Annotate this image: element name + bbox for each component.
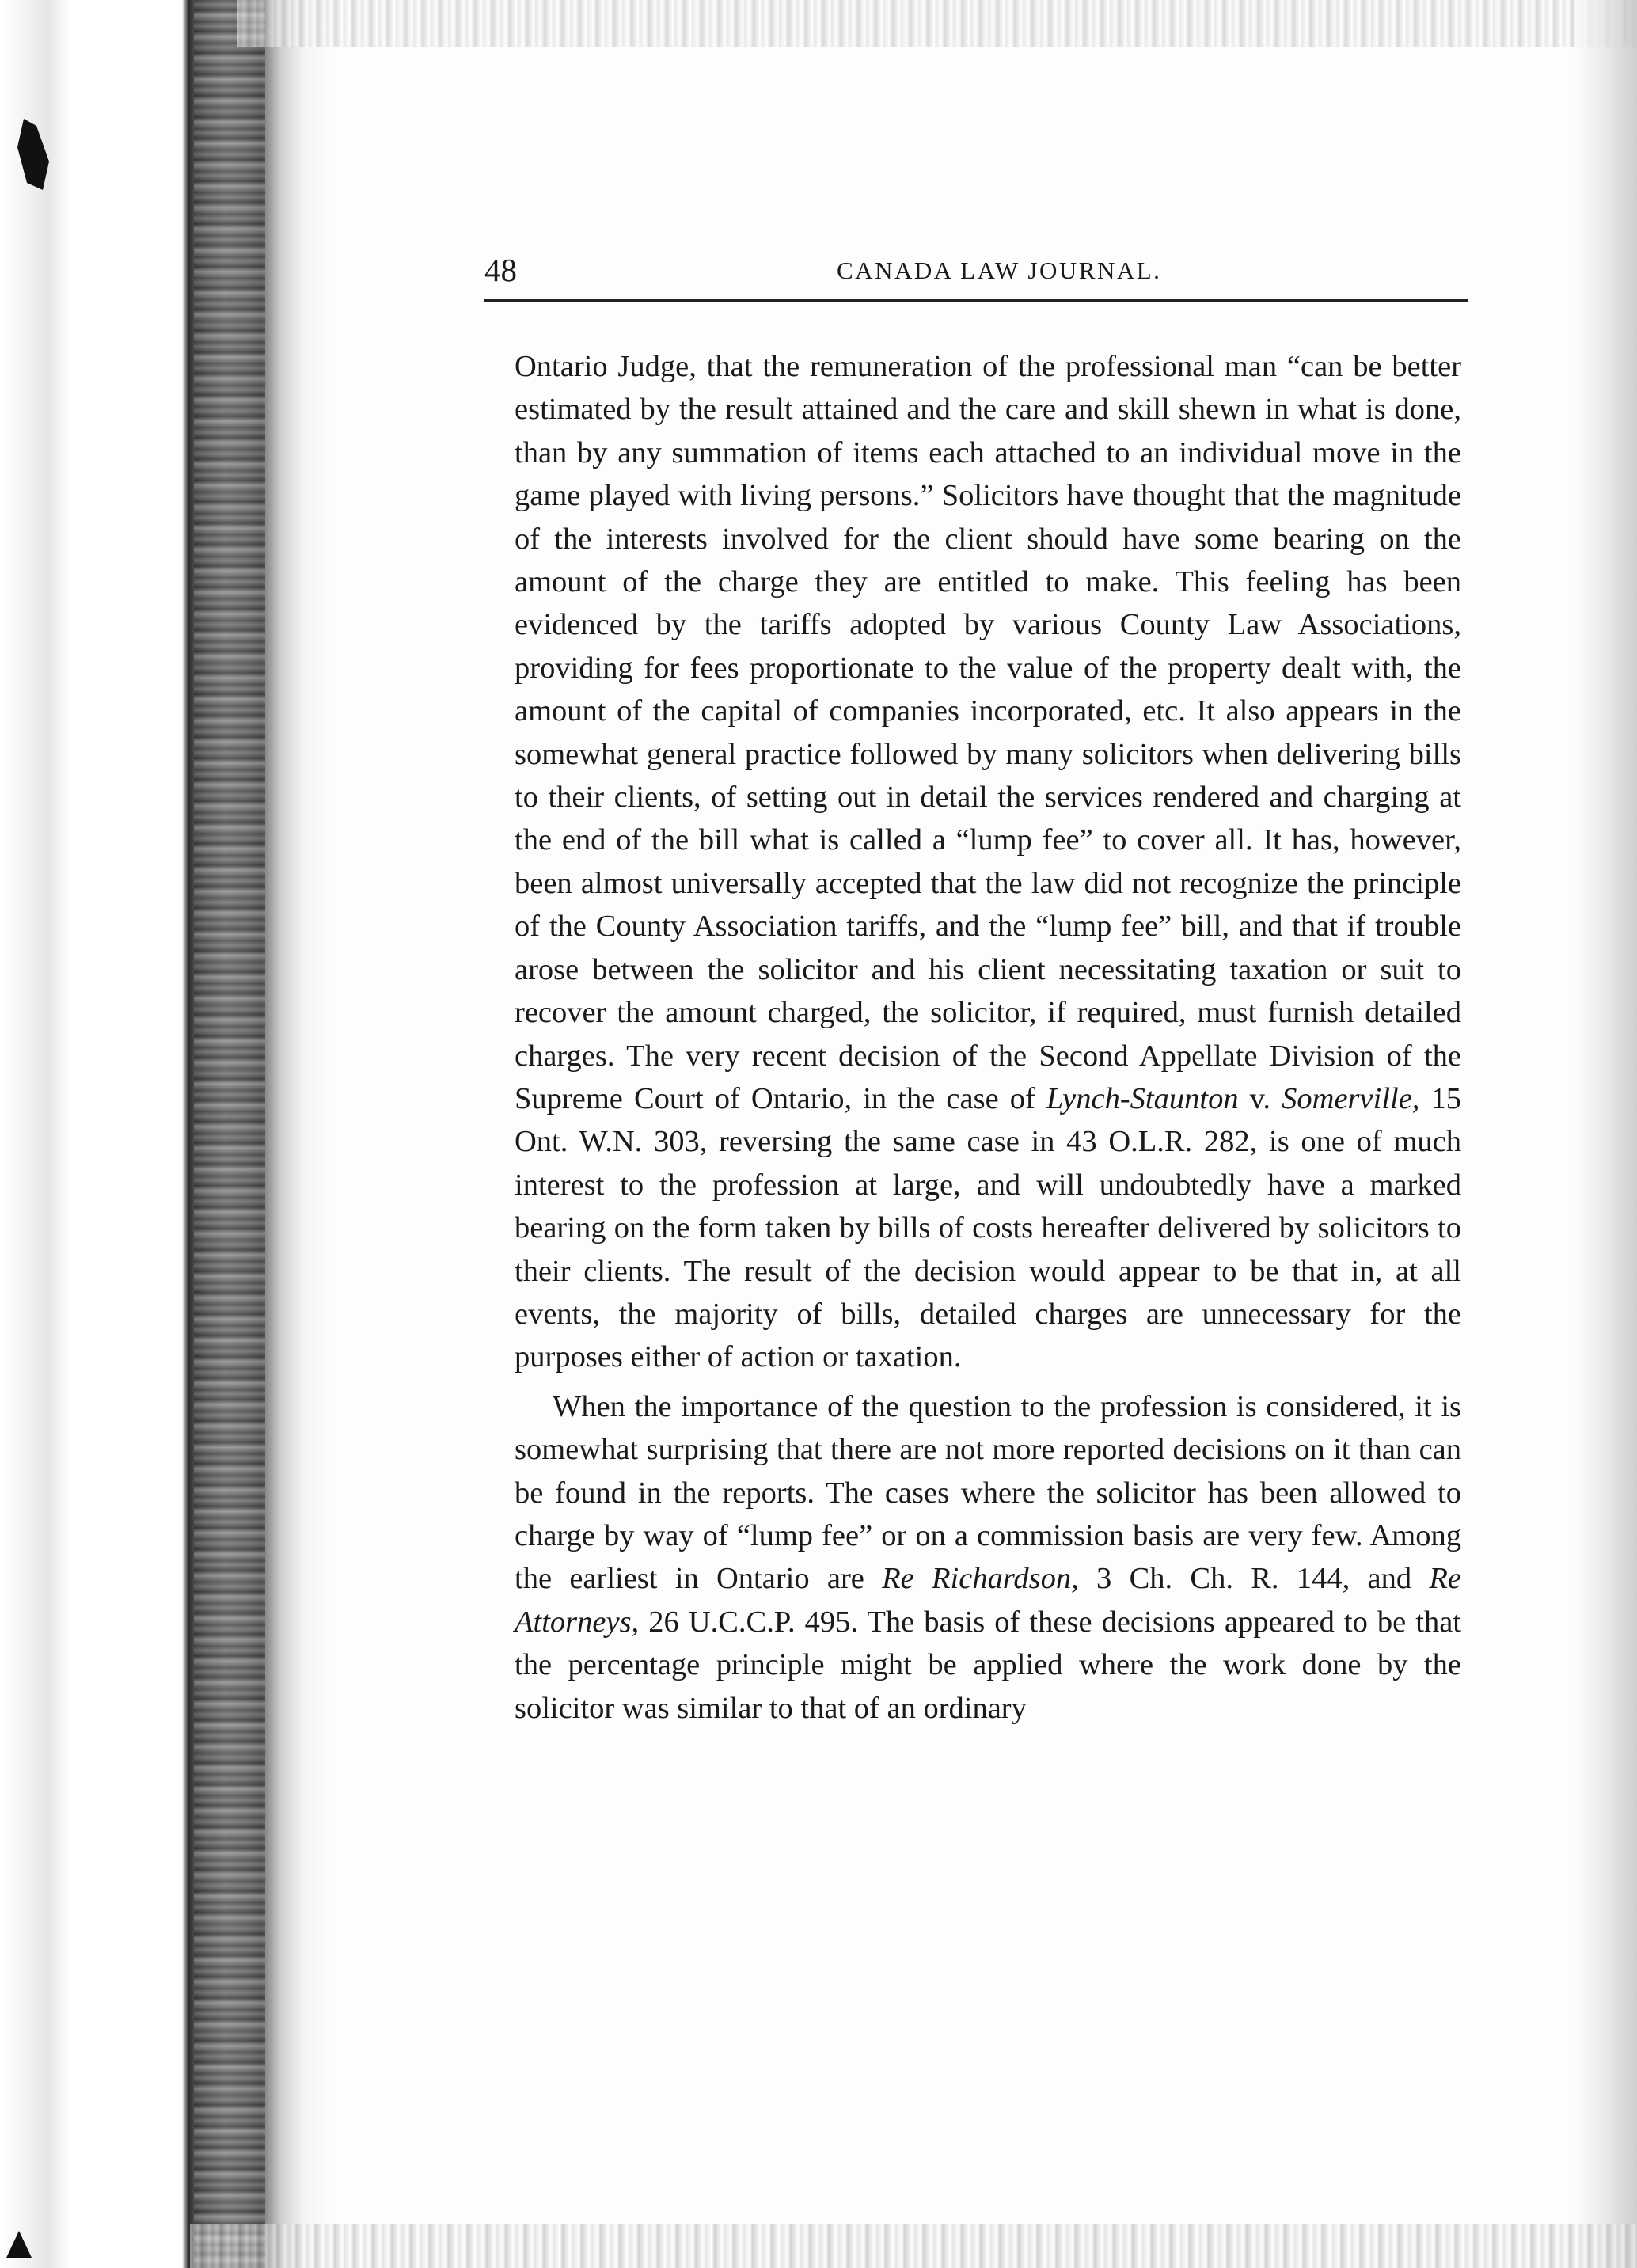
paragraph-2-text-a: When the importance of the question to the profession is considered, it is somewhat surprising that there are not more reported decisions on it than can be found in the reports. The cases where the solicitor has been allowed to charge by way of “lump fee” or on a commission basis are very few. Among the earliest in Ontario are [515, 1389, 1461, 1596]
paragraph-2-text-b: 3 Ch. Ch. R. 144, and [1078, 1562, 1430, 1596]
case-name-re-attorneys: Re Attorneys, [515, 1562, 1461, 1639]
case-name-re-richardson: Re Richardson, [882, 1562, 1079, 1596]
binding-shadow [194, 0, 265, 2268]
paragraph-2 [515, 1385, 1461, 1730]
bottom-scan-noise [190, 2224, 1637, 2268]
right-scan-edge [1574, 0, 1637, 2268]
journal-title: CANADA LAW JOURNAL. [837, 256, 1162, 284]
header-rule [484, 299, 1468, 302]
paragraph-2-text-c: 26 U.C.C.P. 495. The basis of these decisions appeared to be that the percentage principle might be applied where the work done by the solicitor was similar to that of an ordinary [515, 1605, 1461, 1725]
paragraph-1-text-a: Ontario Judge, that the remuneration of the professional man “can be better estimated by the result attained and the care and skill shewn in what is done, than by any summation of items each attached to an individual move in the game played with living persons.” Solicitors have thought that the magnitude of the interests involved for the client should have some bearing on the amount of the charge they are entitled to make. This feeling has been evidenced by the tariffs adopted by various County Law Associations, providing for fees proportionate to the value of the property dealt with, the amount of the capital of companies incorporated, etc. It also appears in the somewhat general practice followed by many solicitors when delivering bills to their clients, of setting out in detail the services rendered and charging at the end of the bill what is called a “lump fee” to cover all. It has, however, been almost universally accepted that the law did not recognize the principle of the County Association tariffs, and the “lump fee” bill, and that if trouble arose between the solicitor and his client necessitating taxation or suit to recover the amount charged, the solicitor, if required, must furnish detailed charges. The very recent decision of the Second Appellate Division of the Supreme Court of Ontario, in the case of [515, 350, 1461, 1115]
case-name-somerville: Somerville, [1282, 1081, 1420, 1115]
binding-edge [0, 0, 332, 2268]
article-body [515, 345, 1461, 1730]
page-number: 48 [484, 252, 517, 288]
paragraph-1-text-b: v. [1238, 1081, 1282, 1115]
case-name-lynch-staunton: Lynch-Staunton [1046, 1081, 1239, 1115]
running-head [484, 250, 1468, 290]
paragraph-1-text-c: 15 Ont. W.N. 303, reversing the same case in 43 O.L.R. 282, is one of much interest to the profession at large, and will undoubtedly have a marked bearing on the form taken by bills of costs hereafter delivered by solicitors to their clients. The result of the decision would appear to be that in, at all events, the majority of bills, detailed charges are unnecessary for the purposes either of action or taxation. [515, 1081, 1462, 1374]
paragraph-1 [515, 345, 1461, 1379]
top-scan-noise [237, 0, 1637, 47]
